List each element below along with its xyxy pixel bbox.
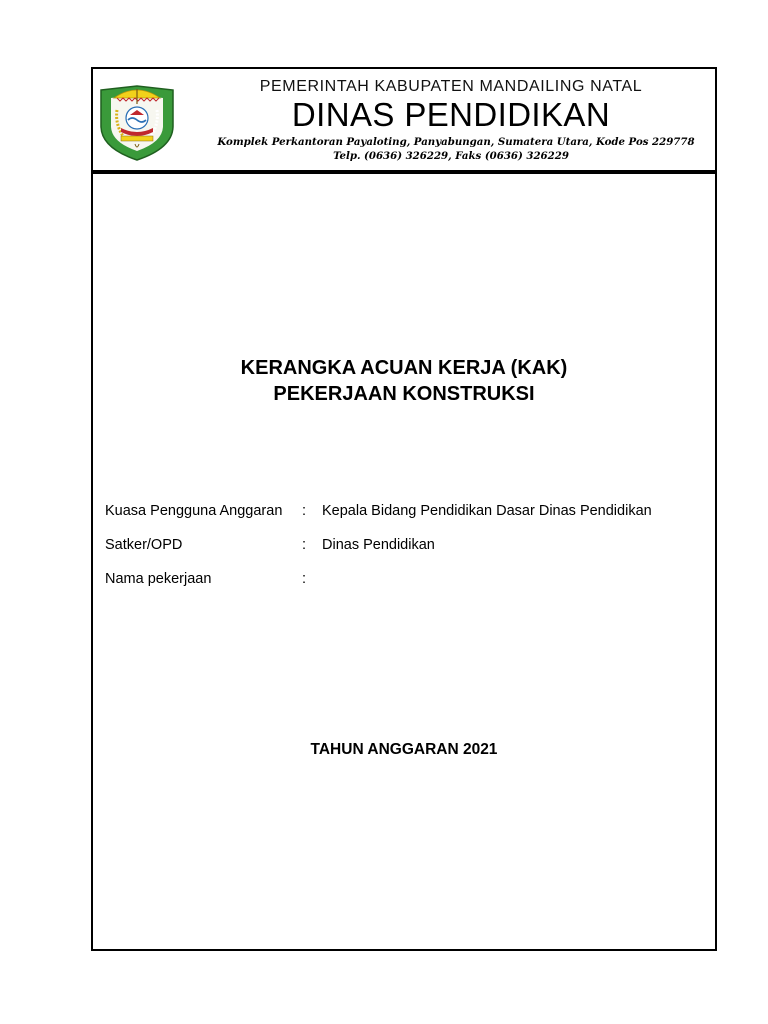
field-value-work-unit: Dinas Pendidikan <box>322 537 435 553</box>
document-cover-frame <box>91 67 717 951</box>
field-label-budget-authority: Kuasa Pengguna Anggaran <box>105 503 283 519</box>
regency-crest-icon <box>97 80 177 162</box>
fiscal-year: TAHUN ANGGARAN 2021 <box>310 741 498 758</box>
field-separator: : <box>302 503 307 519</box>
agency-contact: Telp. (0636) 326229, Faks (0636) 326229 <box>333 150 569 162</box>
field-separator: : <box>302 571 307 587</box>
agency-address: Komplek Perkantoran Payaloting, Panyabungan, Sumatera Utara, Kode Pos 229778 <box>217 136 695 148</box>
field-value-budget-authority: Kepala Bidang Pendidikan Dasar Dinas Pendidikan <box>322 503 652 519</box>
government-name: PEMERINTAH KABUPATEN MANDAILING NATAL <box>259 78 643 95</box>
document-title-line-1: KERANGKA ACUAN KERJA (KAK) <box>240 357 568 379</box>
field-separator: : <box>302 537 307 553</box>
letterhead-divider <box>93 170 715 174</box>
field-label-work-name: Nama pekerjaan <box>105 571 212 587</box>
field-label-work-unit: Satker/OPD <box>105 537 183 553</box>
document-title-line-2: PEKERJAAN KONSTRUKSI <box>273 383 535 405</box>
agency-name: DINAS PENDIDIKAN <box>291 96 611 133</box>
